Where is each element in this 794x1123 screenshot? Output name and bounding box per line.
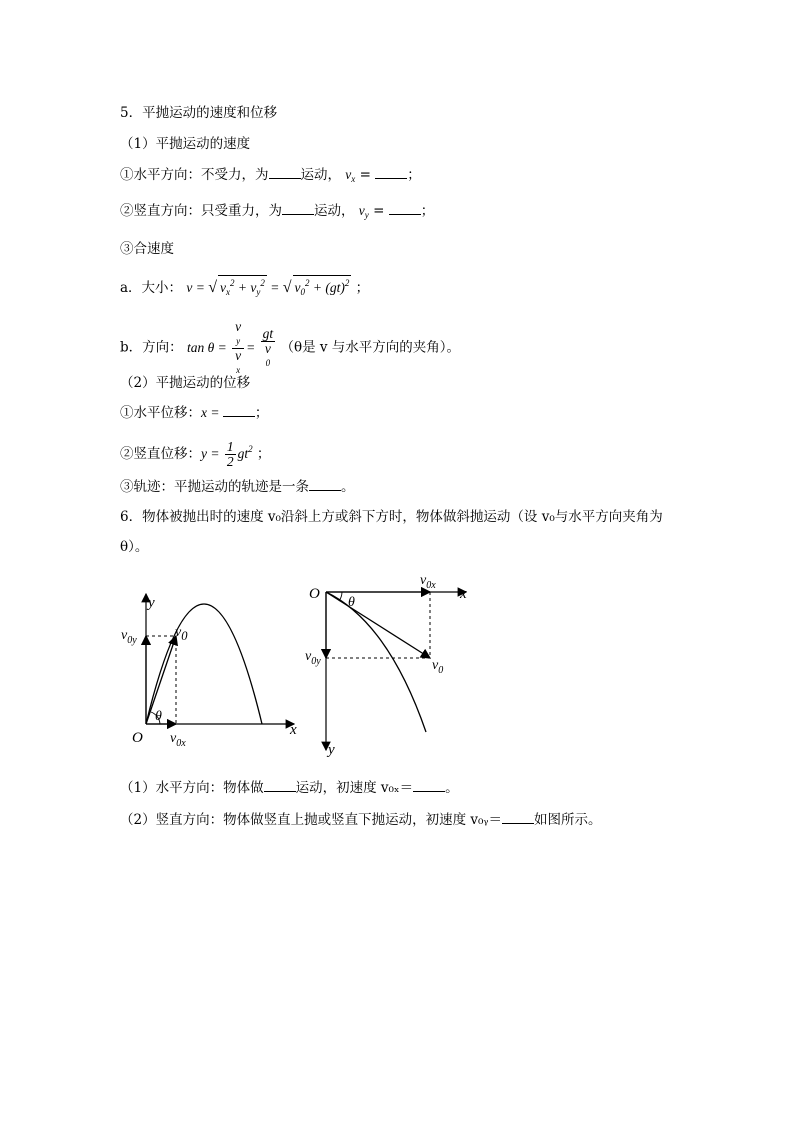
gt2: $gt^2$ — [237, 444, 253, 461]
direction-formula: tan θ = v y v x = gt v 0 — [186, 319, 274, 375]
trajectory-curve — [326, 592, 426, 732]
vx-symbol: $v_x$ — [345, 167, 356, 184]
vy-symbol: $v_y$ — [358, 203, 369, 220]
direction-label: b．方向： — [120, 339, 183, 356]
q1-mid: 运动，初速度 v₀ₓ＝ — [295, 780, 414, 796]
answer-blank[interactable] — [502, 811, 534, 824]
answer-blank[interactable] — [389, 202, 421, 215]
v0y-label: $v_{0y}$ — [305, 649, 321, 667]
oblique-projectile-figures — [0, 572, 794, 772]
origin-label: O — [309, 586, 320, 602]
v0y-label: $v_{0y}$ — [121, 628, 137, 646]
v0x-label: $v_{0x}$ — [170, 731, 186, 749]
v0x-label: $v_{0x}$ — [420, 573, 436, 591]
trajectory-end: 。 — [341, 479, 355, 495]
angle-label: θ — [348, 595, 355, 610]
section5-title: 5．平抛运动的速度和位移 — [120, 105, 278, 121]
answer-blank[interactable] — [269, 166, 301, 179]
h-displacement-line — [120, 404, 268, 422]
q2-prefix: （2）竖直方向：物体做竖直上抛或竖直下抛运动，初速度 v₀ᵧ＝ — [120, 812, 503, 828]
horizontal-end: ； — [407, 167, 421, 183]
h-disp-end: ； — [254, 405, 269, 421]
eq-sign: = — [368, 203, 389, 219]
x-eq: x = — [201, 405, 223, 420]
x-axis-label: x — [460, 586, 467, 602]
magnitude-label: a．大小： — [120, 280, 183, 296]
direction-note: （θ是 v 与水平方向的夹角）。 — [280, 339, 461, 356]
q1-end: 。 — [445, 780, 459, 796]
vertical-end: ； — [420, 203, 435, 219]
y-eq: y = — [201, 446, 223, 461]
combined-velocity: ③合速度 — [120, 241, 174, 257]
answer-blank[interactable] — [282, 202, 314, 215]
half-fraction: $\frac{1}{2}$ — [226, 439, 234, 469]
section6-intro: 6．物体被抛出时的速度 v₀沿斜上方或斜下方时，物体做斜抛运动（设 v₀与水平方向夹角为θ）。 — [120, 509, 663, 555]
v0-label: $v_0$ — [432, 658, 444, 676]
y-axis-label: y — [328, 742, 335, 758]
q1-prefix: （1）水平方向：物体做 — [120, 780, 264, 796]
answer-blank[interactable] — [413, 779, 445, 792]
trajectory-line — [120, 478, 355, 496]
h-disp-prefix: ①水平位移： — [120, 405, 201, 421]
v0-label: v0 — [175, 625, 188, 643]
horizontal-velocity-line — [120, 166, 421, 188]
section6-q1 — [120, 779, 459, 797]
angle-label: θ — [155, 709, 162, 724]
vertical-mid: 运动， — [314, 203, 355, 219]
v-disp-prefix: ②竖直位移： — [120, 446, 201, 462]
vertical-prefix: ②竖直方向：只受重力，为 — [120, 203, 282, 219]
downward-projectile-figure — [305, 573, 467, 758]
horizontal-prefix: ①水平方向：不受力，为 — [120, 167, 269, 183]
answer-blank[interactable] — [223, 404, 255, 417]
origin-label: O — [132, 730, 143, 746]
answer-blank[interactable] — [309, 478, 341, 491]
eq-sign: = — [355, 167, 376, 183]
q2-end: 如图所示。 — [534, 812, 602, 828]
v-displacement-line: ②竖直位移：y = $\frac{1}{2}$ $gt^2$ ； — [120, 439, 271, 469]
part1-title: （1）平抛运动的速度 — [120, 136, 251, 152]
vertical-velocity-line — [120, 202, 434, 224]
v0-vector — [326, 592, 430, 658]
magnitude-formula: v = √ $v_x^2 + v_y^2$ = √ $v_0^2 + (gt)^2$ — [186, 280, 351, 295]
trajectory-prefix: ③轨迹：平抛运动的轨迹是一条 — [120, 479, 309, 495]
answer-blank[interactable] — [264, 779, 296, 792]
horizontal-mid: 运动， — [300, 167, 341, 183]
answer-blank[interactable] — [375, 166, 407, 179]
direction-line — [120, 320, 460, 377]
upward-projectile-figure — [121, 594, 297, 749]
section6-q2 — [120, 811, 602, 829]
trajectory-curve — [146, 604, 262, 724]
y-axis-label: y — [148, 595, 155, 611]
magnitude-line: a．大小： v = √ $v_x^2 + v_y^2$ = √ $v_0^2 + (gt)^2$ ； — [120, 275, 369, 300]
x-axis-label: x — [290, 722, 297, 738]
part2-title: （2）平抛运动的位移 — [120, 375, 251, 391]
